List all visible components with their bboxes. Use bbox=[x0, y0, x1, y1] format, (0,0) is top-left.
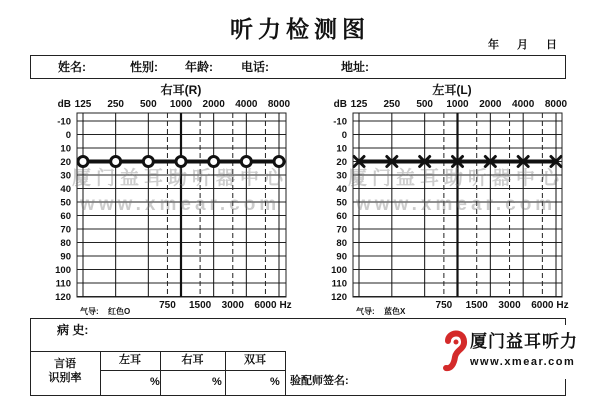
speech-right-ear-percent: % bbox=[212, 376, 222, 388]
right-x-tick-label: 2000 bbox=[202, 99, 225, 110]
left-y-tick-label: 110 bbox=[331, 278, 347, 290]
right-ear-title: 右耳(R) bbox=[160, 83, 202, 97]
ear-logo-icon bbox=[442, 328, 468, 374]
table-top-rule bbox=[30, 351, 285, 352]
left-legend-label: 气导: bbox=[356, 307, 375, 316]
left-x-tick-label: 1000 bbox=[446, 99, 469, 110]
right-o-marker bbox=[274, 157, 284, 167]
right-y-tick-label: 70 bbox=[60, 224, 71, 236]
left-ear-title: 左耳(L) bbox=[432, 83, 472, 97]
right-o-marker bbox=[143, 157, 153, 167]
right-y-tick-label: 20 bbox=[60, 157, 71, 168]
left-x-tick-label: 250 bbox=[383, 99, 401, 110]
right-y-tick-label: 80 bbox=[60, 238, 71, 249]
left-y-tick-label: 60 bbox=[336, 211, 347, 222]
right-x-tick-label-bottom: 1500 bbox=[188, 300, 212, 311]
right-legend-entry: 红色O bbox=[108, 307, 131, 316]
speech-label-line2: 识别率 bbox=[48, 372, 82, 384]
name-label: 姓名: bbox=[58, 60, 86, 74]
left-y-tick-label: -10 bbox=[333, 116, 347, 128]
right-x-tick-label: 1000 bbox=[169, 99, 193, 110]
left-y-tick-label: 30 bbox=[336, 170, 347, 182]
ear-logo-shape bbox=[446, 333, 464, 368]
speech-col-right-ear: 右耳 bbox=[181, 354, 204, 366]
right-y-tick-label: 100 bbox=[55, 265, 71, 276]
left-y-tick-label: 120 bbox=[331, 292, 347, 303]
left-x-tick-label: 4000 bbox=[512, 99, 535, 110]
watermark-name-right: 厦门益耳助听器中心 bbox=[72, 168, 289, 189]
right-y-tick-label: 30 bbox=[60, 170, 71, 182]
logo-url: www.xmear.com bbox=[470, 356, 576, 368]
left-x-tick-label-bottom: 6000 bbox=[531, 300, 554, 311]
watermark-url-left: www.xmear.com bbox=[356, 194, 557, 215]
right-x-tick-label: 125 bbox=[74, 99, 92, 110]
right-x-tick-label-bottom: 6000 bbox=[254, 300, 277, 311]
right-y-tick-label: 120 bbox=[55, 292, 71, 303]
right-o-marker bbox=[78, 157, 88, 167]
speech-col-left-ear: 左耳 bbox=[119, 354, 141, 366]
right-y-tick-label: 110 bbox=[55, 278, 71, 290]
gender-label: 性别: bbox=[130, 60, 158, 74]
left-y-tick-label: 0 bbox=[341, 130, 347, 141]
phone-label: 电话: bbox=[241, 60, 269, 74]
right-y-tick-label: 60 bbox=[60, 211, 71, 222]
left-x-tick-label: 8000 bbox=[544, 99, 568, 110]
right-x-unit-label: Hz bbox=[279, 300, 292, 311]
ear-logo-dot bbox=[454, 340, 459, 345]
right-legend-label: 气导: bbox=[80, 307, 99, 316]
logo-name: 厦门益耳听力 bbox=[470, 332, 578, 351]
right-y-tick-label: 10 bbox=[60, 143, 71, 155]
left-y-tick-label: 50 bbox=[336, 197, 347, 209]
right-y-tick-label: -10 bbox=[57, 116, 71, 128]
right-y-tick-label: 90 bbox=[60, 251, 71, 263]
right-x-tick-label-bottom: 750 bbox=[159, 300, 176, 311]
right-o-marker bbox=[241, 157, 251, 167]
right-o-marker bbox=[111, 157, 121, 167]
address-label: 地址: bbox=[341, 60, 369, 74]
right-x-tick-label: 250 bbox=[107, 99, 125, 110]
table-right-rule bbox=[285, 351, 286, 396]
date-month-label: 月 bbox=[517, 39, 528, 51]
left-y-axis-label: dB bbox=[333, 99, 347, 110]
right-y-axis-label: dB bbox=[57, 99, 71, 110]
left-x-tick-label: 2000 bbox=[479, 99, 502, 110]
left-y-tick-label: 70 bbox=[336, 224, 347, 236]
right-o-marker bbox=[209, 157, 219, 167]
speech-both-ears-percent: % bbox=[270, 376, 280, 388]
left-x-tick-label: 125 bbox=[350, 99, 368, 110]
table-header-rule bbox=[100, 370, 285, 371]
right-y-tick-label: 40 bbox=[60, 184, 71, 195]
left-y-tick-label: 40 bbox=[336, 184, 347, 195]
left-y-tick-label: 20 bbox=[336, 157, 347, 168]
left-legend-entry: 蓝色X bbox=[384, 307, 406, 316]
form-title: 听力检测图 bbox=[230, 16, 370, 42]
right-x-tick-label-bottom: 3000 bbox=[221, 300, 244, 311]
left-x-unit-label: Hz bbox=[556, 300, 569, 311]
left-y-tick-label: 90 bbox=[336, 251, 347, 263]
age-label: 年龄: bbox=[185, 60, 213, 74]
left-x-tick-label-bottom: 1500 bbox=[465, 300, 488, 311]
right-x-tick-label: 4000 bbox=[235, 99, 258, 110]
date-year-label: 年 bbox=[488, 39, 499, 51]
speech-label-line1: 言语 bbox=[54, 358, 76, 370]
right-ear-audiogram bbox=[55, 82, 292, 316]
history-label: 病 史: bbox=[57, 323, 89, 337]
clinic-logo bbox=[438, 325, 590, 379]
left-x-tick-label-bottom: 750 bbox=[435, 300, 453, 311]
left-y-tick-label: 80 bbox=[336, 238, 347, 249]
left-x-tick-label: 500 bbox=[416, 99, 434, 110]
left-ear-audiogram bbox=[331, 82, 568, 316]
signature-label: 验配师签名: bbox=[290, 375, 349, 387]
speech-left-ear-percent: % bbox=[150, 376, 160, 388]
right-x-tick-label: 8000 bbox=[267, 99, 291, 110]
right-x-tick-label: 500 bbox=[139, 99, 157, 110]
right-y-tick-label: 50 bbox=[60, 197, 71, 209]
watermark-url-right: www.xmear.com bbox=[80, 194, 281, 215]
right-o-marker bbox=[176, 157, 186, 167]
date-day-label: 日 bbox=[546, 39, 557, 51]
right-y-tick-label: 0 bbox=[65, 130, 71, 141]
watermark-name-left: 厦门益耳助听器中心 bbox=[348, 168, 565, 189]
left-x-tick-label-bottom: 3000 bbox=[498, 300, 521, 311]
left-y-tick-label: 10 bbox=[336, 143, 347, 155]
speech-col-both-ears: 双耳 bbox=[244, 354, 266, 366]
left-y-tick-label: 100 bbox=[331, 265, 347, 276]
